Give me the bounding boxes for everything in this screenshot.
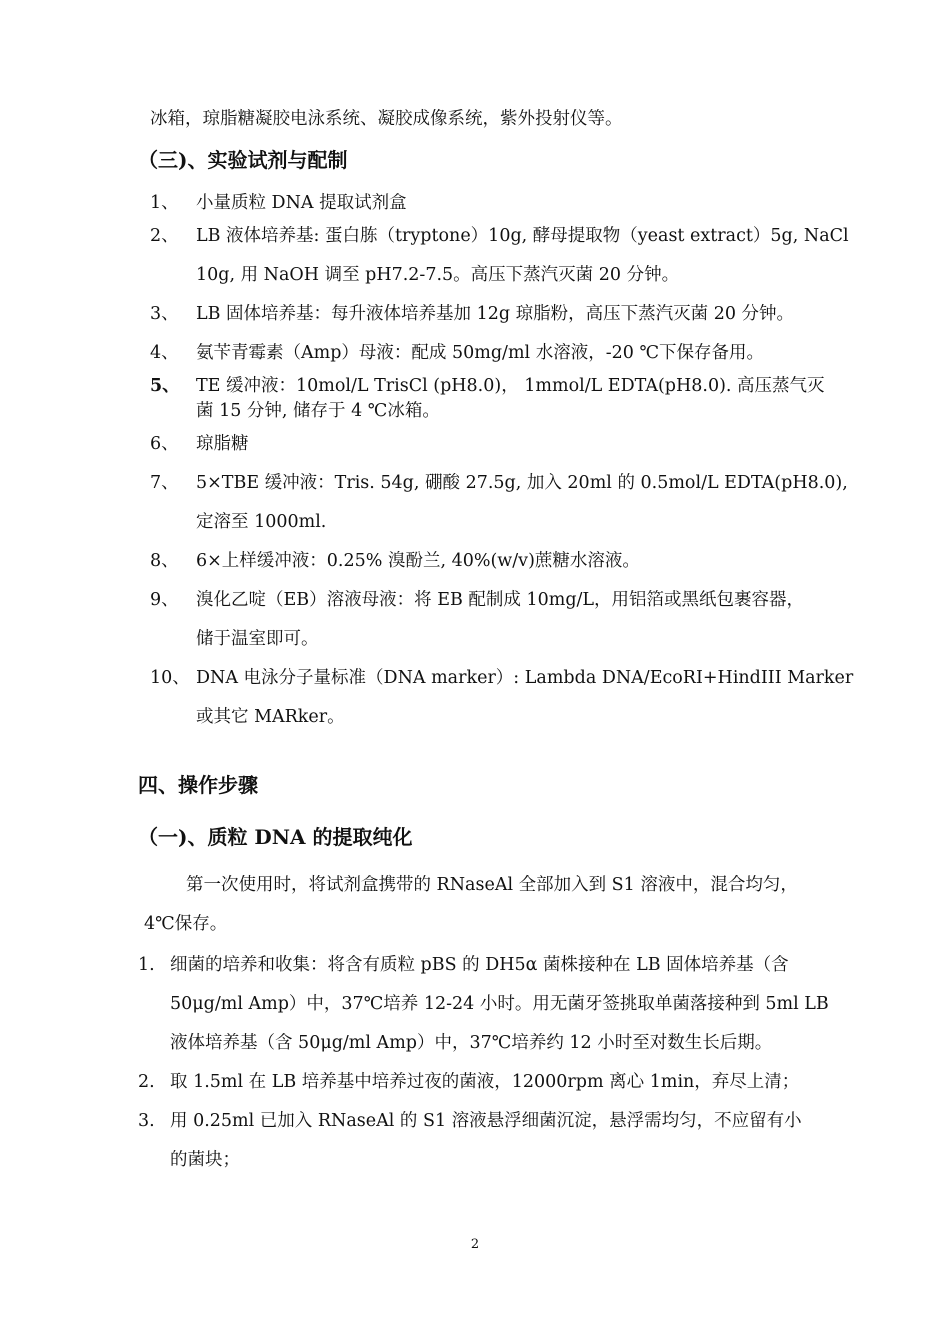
section-4-title: 四、操作步骤 bbox=[138, 773, 258, 797]
step-number: 1. bbox=[138, 955, 155, 975]
step-number: 2. bbox=[138, 1072, 155, 1092]
item-number: 6、 bbox=[150, 434, 179, 454]
item-number: 4、 bbox=[150, 343, 179, 363]
item-text: 小量质粒 DNA 提取试剂盒 bbox=[196, 193, 407, 213]
item-text: TE 缓冲液：10mol/L TrisCl (pH8.0)， 1mmol/L EDTA(pH8.0). 高压蒸气灭 bbox=[196, 376, 825, 396]
item-number: 10、 bbox=[150, 668, 190, 688]
item-number: 8、 bbox=[150, 551, 179, 571]
section-3-title: （三)、实验试剂与配制 bbox=[138, 148, 348, 172]
item-number: 2、 bbox=[150, 226, 179, 246]
step-text: 的菌块； bbox=[170, 1150, 240, 1170]
continuation-line: 冰箱，琼脂糖凝胶电泳系统、凝胶成像系统，紫外投射仪等。 bbox=[150, 109, 623, 129]
item-number: 9、 bbox=[150, 590, 179, 610]
item-text: 6×上样缓冲液：0.25% 溴酚兰, 40%(w/v)蔗糖水溶液。 bbox=[196, 551, 640, 571]
step-text: 液体培养基（含 50μg/ml Amp）中，37℃培养约 12 小时至对数生长后期。 bbox=[170, 1033, 773, 1053]
item-text: 氨苄青霉素（Amp）母液：配成 50mg/ml 水溶液，-20 ℃下保存备用。 bbox=[196, 343, 765, 363]
item-number: 7、 bbox=[150, 473, 179, 493]
item-text: LB 液体培养基: 蛋白胨（tryptone）10g, 酵母提取物（yeast extract）5g, NaCl bbox=[196, 226, 849, 246]
item-number: 1、 bbox=[150, 193, 179, 213]
step-text: 用 0.25ml 已加入 RNaseAl 的 S1 溶液悬浮细菌沉淀，悬浮需均匀，不应留有小 bbox=[170, 1111, 802, 1131]
item-text: DNA 电泳分子量标准（DNA marker）: Lambda DNA/EcoRI+HindIII Marker bbox=[196, 668, 854, 688]
item-text: 10g, 用 NaOH 调至 pH7.2-7.5。高压下蒸汽灭菌 20 分钟。 bbox=[196, 265, 680, 285]
item-text: 琼脂糖 bbox=[196, 434, 249, 454]
item-text: 菌 15 分钟, 储存于 4 ℃冰箱。 bbox=[196, 401, 440, 421]
item-text: 或其它 MARker。 bbox=[196, 707, 345, 727]
item-text: LB 固体培养基：每升液体培养基加 12g 琼脂粉，高压下蒸汽灭菌 20 分钟。 bbox=[196, 304, 795, 324]
step-text: 细菌的培养和收集：将含有质粒 pBS 的 DH5α 菌株接种在 LB 固体培养基（含 bbox=[170, 955, 789, 975]
item-text: 定溶至 1000ml. bbox=[196, 512, 327, 532]
item-text: 5×TBE 缓冲液：Tris. 54g, 硼酸 27.5g, 加入 20ml 的 0.5mol/L EDTA(pH8.0), bbox=[196, 473, 848, 493]
step-text: 50μg/ml Amp）中，37℃培养 12-24 小时。用无菌牙签挑取单菌落接种到 5ml LB bbox=[170, 994, 829, 1014]
item-text: 储于温室即可。 bbox=[196, 629, 319, 649]
item-text: 溴化乙啶（EB）溶液母液：将 EB 配制成 10mg/L，用铝箔或黑纸包裹容器， bbox=[196, 590, 805, 610]
step-number: 3. bbox=[138, 1111, 155, 1131]
item-number: 5、 bbox=[150, 376, 180, 396]
step-text: 取 1.5ml 在 LB 培养基中培养过夜的菌液，12000rpm 离心 1min，弃尽上清； bbox=[170, 1072, 800, 1092]
paragraph-line: 第一次使用时，将试剂盒携带的 RNaseAl 全部加入到 S1 溶液中，混合均匀， bbox=[186, 875, 798, 895]
item-number: 3、 bbox=[150, 304, 179, 324]
paragraph-line: 4℃保存。 bbox=[144, 914, 228, 934]
page-number: 2 bbox=[470, 1237, 480, 1252]
subsection-1-title: （一)、质粒 DNA 的提取纯化 bbox=[138, 825, 413, 849]
